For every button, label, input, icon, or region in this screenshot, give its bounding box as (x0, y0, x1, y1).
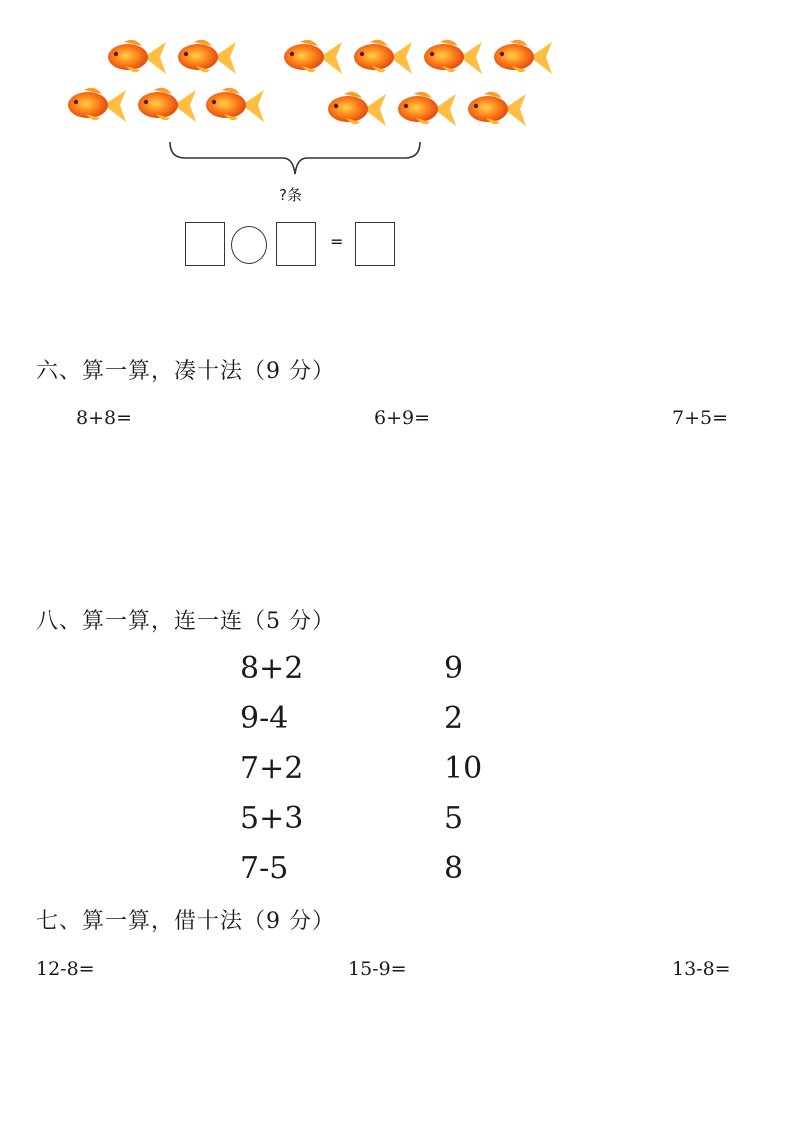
goldfish-icon (134, 84, 196, 126)
section6-expr-3: 7+5= (672, 407, 729, 429)
goldfish-icon (324, 88, 386, 130)
section7-expr-1: 12-8= (36, 958, 95, 980)
goldfish-icon (394, 88, 456, 130)
goldfish-icon (420, 36, 482, 78)
answer-box-1[interactable] (185, 222, 225, 266)
section8-title: 八、算一算，连一连（5 分） (36, 609, 335, 634)
section7-expr-2: 15-9= (348, 958, 407, 980)
answer-box-result[interactable] (355, 222, 395, 266)
goldfish-icon (490, 36, 552, 78)
goldfish-icon (202, 84, 264, 126)
match-left-1[interactable]: 8+2 (240, 651, 304, 686)
goldfish-icon (174, 36, 236, 78)
equals-sign: = (330, 232, 344, 251)
section6-expr-1: 8+8= (76, 407, 133, 429)
match-right-4[interactable]: 5 (444, 801, 464, 836)
match-left-4[interactable]: 5+3 (240, 801, 304, 836)
operator-circle[interactable] (231, 226, 267, 264)
goldfish-icon (104, 36, 166, 78)
goldfish-icon (64, 84, 126, 126)
match-right-3[interactable]: 10 (444, 751, 483, 786)
fish-total-question: ?条 (279, 186, 302, 204)
answer-box-2[interactable] (276, 222, 316, 266)
match-right-5[interactable]: 8 (444, 851, 464, 886)
match-right-2[interactable]: 2 (444, 701, 464, 736)
curly-brace-icon (165, 140, 425, 180)
match-right-1[interactable]: 9 (444, 651, 464, 686)
goldfish-icon (280, 36, 342, 78)
section7-expr-3: 13-8= (672, 958, 731, 980)
section7-title: 七、算一算，借十法（9 分） (36, 909, 335, 934)
goldfish-icon (350, 36, 412, 78)
match-left-3[interactable]: 7+2 (240, 751, 304, 786)
goldfish-icon (464, 88, 526, 130)
match-left-5[interactable]: 7-5 (240, 851, 289, 886)
match-left-2[interactable]: 9-4 (240, 701, 289, 736)
section6-expr-2: 6+9= (374, 407, 431, 429)
section6-title: 六、算一算，凑十法（9 分） (36, 359, 335, 384)
